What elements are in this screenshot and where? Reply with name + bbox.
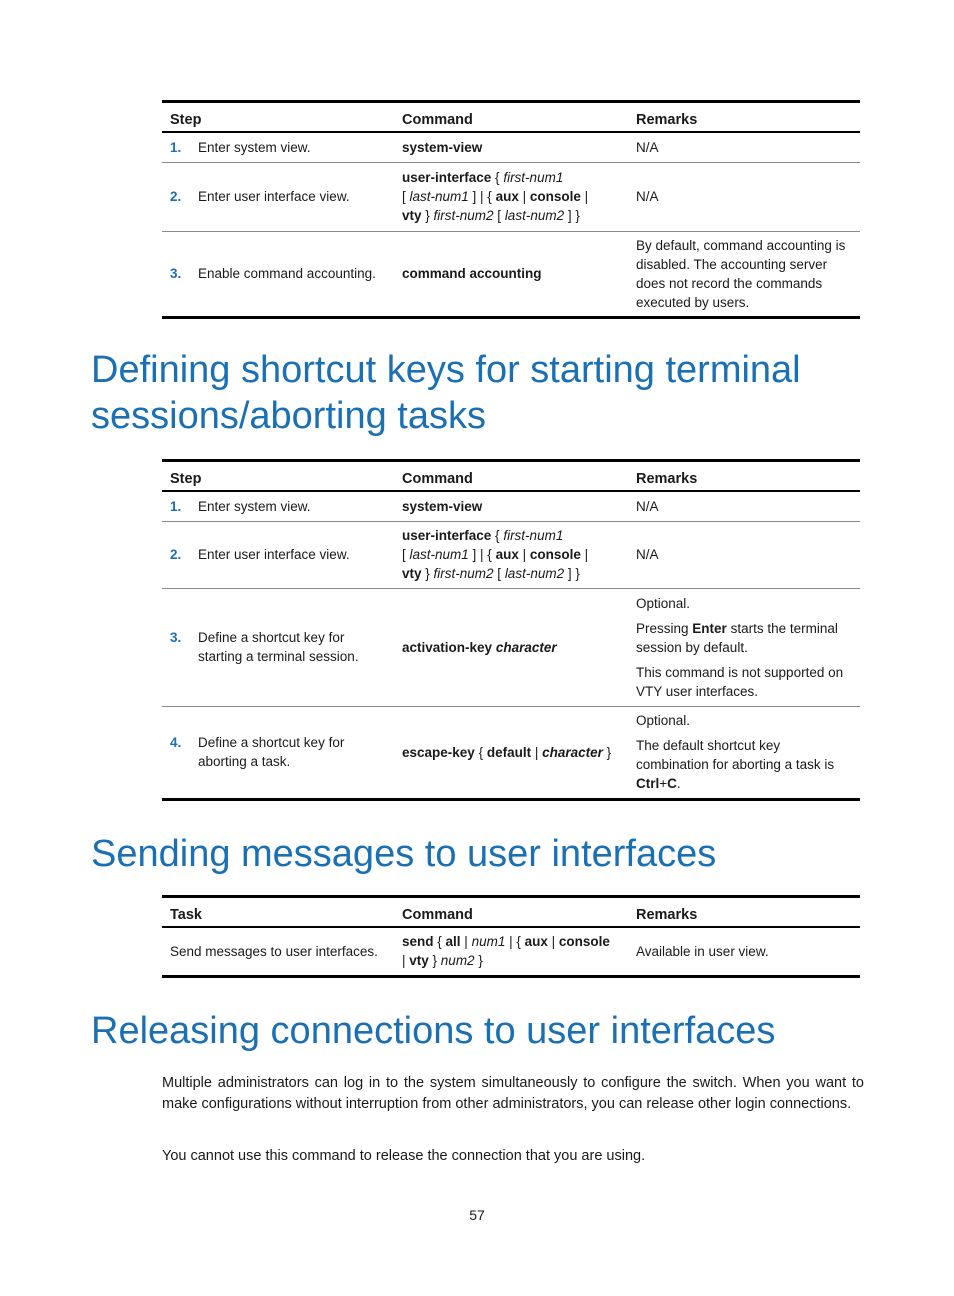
section-heading: Defining shortcut keys for starting terminal sessions/aborting tasks [91, 349, 801, 437]
remark-text: Available in user view. [628, 927, 860, 976]
remark-text: By default, command accounting is disabled. The accounting server does not record the commands executed by users. [628, 231, 860, 317]
step-number: 4. [170, 735, 182, 750]
step-number: 1. [170, 498, 182, 514]
table-row [162, 927, 860, 976]
table-row [162, 706, 860, 799]
table-header-remarks: Remarks [628, 102, 860, 133]
step-text: Enter user interface view. [198, 189, 350, 204]
step-text: Define a shortcut key for aborting a task. [198, 735, 345, 769]
page-number: 57 [469, 1207, 485, 1223]
table-header-command: Command [394, 102, 628, 133]
step-text: Define a shortcut key for starting a terminal session. [198, 630, 359, 664]
step-number: 2. [170, 189, 182, 204]
remark-text: N/A [628, 491, 860, 521]
table-row [162, 162, 860, 231]
shortcut-keys-table [162, 459, 860, 801]
remark-text: N/A [628, 162, 860, 231]
remark-text: N/A [628, 132, 860, 162]
send-messages-table [162, 895, 860, 978]
command-syntax: send { all | num1 | { aux | console | vty } num2 } [394, 927, 628, 976]
command-accounting-table [162, 100, 860, 319]
command-keyword: command accounting [402, 266, 542, 281]
command-syntax: escape-key { default | character } [394, 706, 628, 799]
table-row [162, 521, 860, 588]
section-heading: Sending messages to user interfaces [91, 833, 717, 875]
step-text: Enable command accounting. [198, 266, 376, 281]
command-syntax: user-interface { first-num1 [ last-num1 ] | { aux | console | vty } first-num2 [ last-num2 ] } [394, 521, 628, 588]
section-heading: Releasing connections to user interfaces [91, 1010, 776, 1052]
step-text: Enter system view. [198, 139, 311, 155]
table-header-step: Step [162, 461, 394, 492]
step-number: 3. [170, 266, 182, 281]
table-row [162, 588, 860, 706]
command-keyword: system-view [402, 139, 483, 155]
command-syntax: user-interface { first-num1 [ last-num1 ] | { aux | console | vty } first-num2 [ last-num2 ] } [394, 162, 628, 231]
table-header-step: Step [162, 102, 394, 133]
table-header-task: Task [162, 897, 394, 928]
table-header-remarks: Remarks [628, 897, 860, 928]
step-number: 2. [170, 547, 182, 562]
command-syntax: activation-key character [394, 588, 628, 706]
table-row [162, 132, 860, 162]
command-keyword: system-view [402, 498, 483, 514]
body-paragraph: Multiple administrators can log in to the system simultaneously to configure the switch. When you want to make configurations without interruption from other administrators, you can release other login connections. [162, 1075, 864, 1112]
table-header-command: Command [394, 461, 628, 492]
step-number: 1. [170, 139, 182, 155]
table-header-remarks: Remarks [628, 461, 860, 492]
step-text: Enter system view. [198, 498, 311, 514]
step-number: 3. [170, 630, 182, 645]
remark-text: Optional. The default shortcut key combination for aborting a task is Ctrl+C. [628, 706, 860, 799]
table-row [162, 491, 860, 521]
step-text: Enter user interface view. [198, 547, 350, 562]
table-row [162, 231, 860, 317]
table-header-command: Command [394, 897, 628, 928]
remark-text: Optional. Pressing Enter starts the terminal session by default. This command is not supported on VTY user interfaces. [628, 588, 860, 706]
task-text: Send messages to user interfaces. [162, 927, 394, 976]
body-paragraph: You cannot use this command to release the connection that you are using. [162, 1148, 646, 1164]
remark-text: N/A [628, 521, 860, 588]
